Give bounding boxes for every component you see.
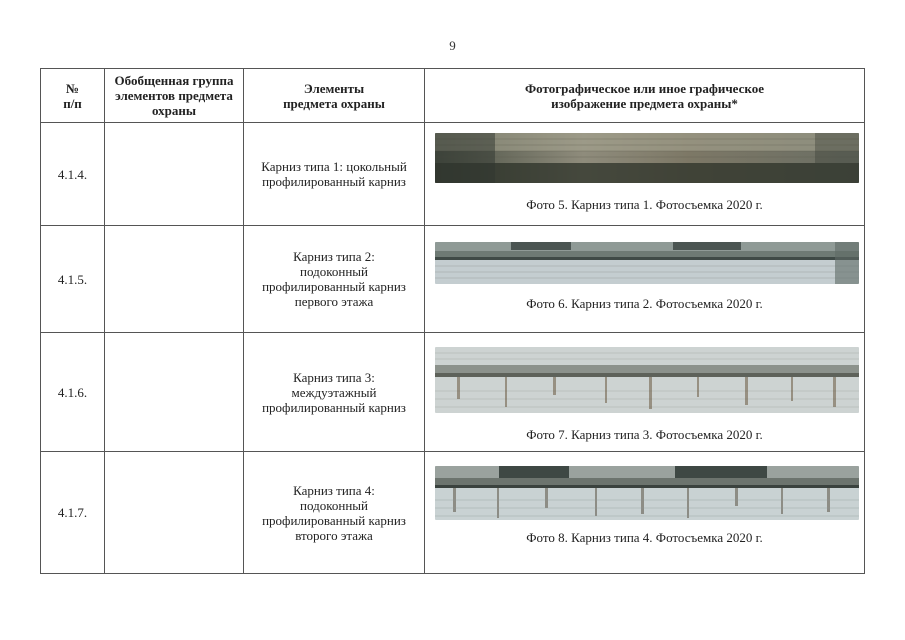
- photo-cornice-plinth: [435, 133, 859, 183]
- header-image: Фотографическое или иное графическое изображение предмета охраны*: [425, 69, 865, 123]
- row-photo-cell: [425, 333, 865, 452]
- photo-caption: Фото 8. Карниз типа 4. Фотосъемка 2020 г.: [526, 530, 763, 545]
- row-group: [105, 452, 244, 574]
- row-element: Карниз типа 2: подоконный профилированный карниз первого этажа: [244, 226, 425, 333]
- row-element: Карниз типа 1: цокольный профилированный карниз: [244, 123, 425, 226]
- row-element: Карниз типа 3: междуэтажный профилированный карниз: [244, 333, 425, 452]
- table-row: [41, 226, 865, 333]
- table-row: [41, 333, 865, 452]
- protection-elements-table: [40, 68, 865, 574]
- page-number: 9: [449, 38, 456, 53]
- photo-caption: Фото 5. Карниз типа 1. Фотосъемка 2020 г.: [526, 197, 763, 212]
- header-number: № п/п: [41, 69, 105, 123]
- row-photo-cell: [425, 226, 865, 333]
- row-group: [105, 123, 244, 226]
- row-number: 4.1.6.: [41, 333, 105, 452]
- row-number: 4.1.7.: [41, 452, 105, 574]
- photo-cornice-windowsill-second-floor: [435, 466, 859, 520]
- photo-caption: Фото 6. Карниз типа 2. Фотосъемка 2020 г.: [526, 296, 763, 311]
- header-group: Обобщенная группа элементов предмета охраны: [105, 69, 244, 123]
- row-element: Карниз типа 4: подоконный профилированный карниз второго этажа: [244, 452, 425, 574]
- table-header-row: [41, 69, 865, 123]
- table-row: [41, 452, 865, 574]
- table-row: [41, 123, 865, 226]
- photo-caption: Фото 7. Карниз типа 3. Фотосъемка 2020 г.: [526, 427, 763, 442]
- row-group: [105, 333, 244, 452]
- row-photo-cell: [425, 123, 865, 226]
- row-group: [105, 226, 244, 333]
- row-number: 4.1.4.: [41, 123, 105, 226]
- header-elements: Элементы предмета охраны: [244, 69, 425, 123]
- row-number: 4.1.5.: [41, 226, 105, 333]
- row-photo-cell: [425, 452, 865, 574]
- photo-cornice-interfloor: [435, 347, 859, 413]
- photo-cornice-windowsill-first-floor: [435, 242, 859, 284]
